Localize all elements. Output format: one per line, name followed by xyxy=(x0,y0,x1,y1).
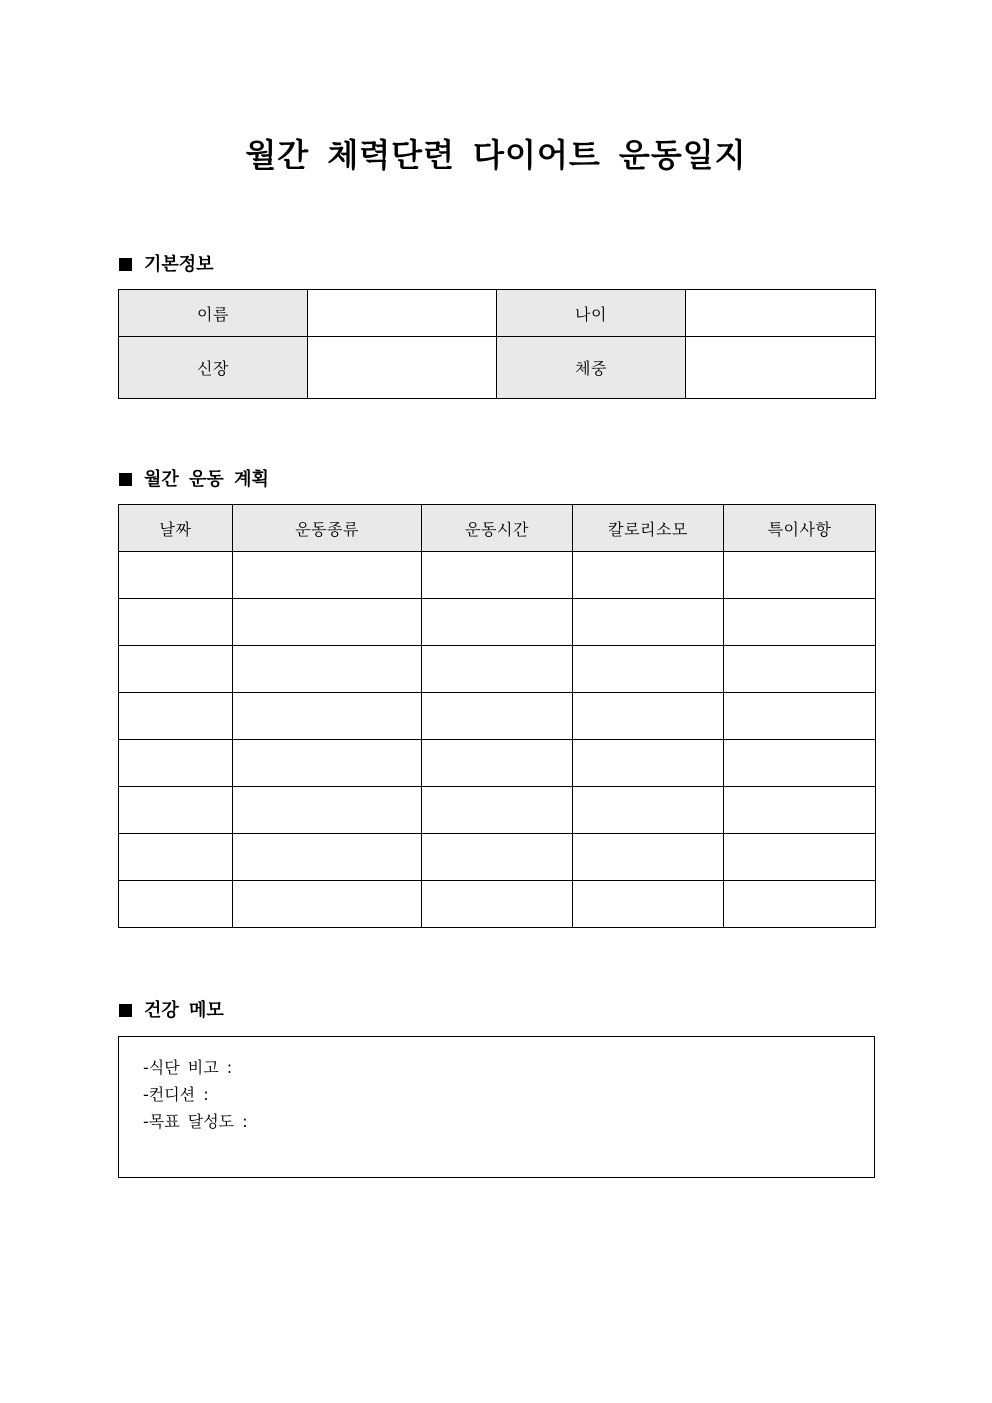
date-cell[interactable] xyxy=(119,740,233,787)
table-row xyxy=(119,646,876,693)
table-row xyxy=(119,693,876,740)
date-cell[interactable] xyxy=(119,599,233,646)
exercise-type-cell[interactable] xyxy=(233,552,422,599)
notes-cell[interactable] xyxy=(724,787,876,834)
weight-field[interactable] xyxy=(686,337,876,399)
square-bullet-icon xyxy=(119,258,132,271)
calories-cell[interactable] xyxy=(573,646,724,693)
name-label: 이름 xyxy=(119,290,308,337)
column-header-notes: 특이사항 xyxy=(724,505,876,552)
date-cell[interactable] xyxy=(119,693,233,740)
goal-achievement-line: -목표 달성도 : xyxy=(143,1112,248,1131)
exercise-type-cell[interactable] xyxy=(233,787,422,834)
basic-info-row xyxy=(119,290,876,337)
calories-cell[interactable] xyxy=(573,834,724,881)
plan-header-row xyxy=(119,505,876,552)
age-label: 나이 xyxy=(497,290,686,337)
table-row xyxy=(119,740,876,787)
column-header-calories: 칼로리소모 xyxy=(573,505,724,552)
column-header-exercise-type: 운동종류 xyxy=(233,505,422,552)
calories-cell[interactable] xyxy=(573,740,724,787)
weight-label: 체중 xyxy=(497,337,686,399)
table-row xyxy=(119,881,876,928)
name-field[interactable] xyxy=(308,290,497,337)
basic-info-row xyxy=(119,337,876,399)
date-cell[interactable] xyxy=(119,552,233,599)
page-title: 월간 체력단련 다이어트 운동일지 xyxy=(245,136,747,174)
monthly-plan-heading xyxy=(119,468,269,492)
exercise-time-cell[interactable] xyxy=(422,552,573,599)
monthly-plan-heading-text: 월간 운동 계획 xyxy=(144,469,269,490)
height-label: 신장 xyxy=(119,337,308,399)
exercise-type-cell[interactable] xyxy=(233,646,422,693)
height-field[interactable] xyxy=(308,337,497,399)
exercise-type-cell[interactable] xyxy=(233,740,422,787)
exercise-time-cell[interactable] xyxy=(422,881,573,928)
basic-info-heading-text: 기본정보 xyxy=(144,254,214,275)
date-cell[interactable] xyxy=(119,646,233,693)
calories-cell[interactable] xyxy=(573,552,724,599)
date-cell[interactable] xyxy=(119,787,233,834)
exercise-time-cell[interactable] xyxy=(422,646,573,693)
table-row xyxy=(119,834,876,881)
column-header-date: 날짜 xyxy=(119,505,233,552)
calories-cell[interactable] xyxy=(573,787,724,834)
notes-cell[interactable] xyxy=(724,646,876,693)
age-field[interactable] xyxy=(686,290,876,337)
calories-cell[interactable] xyxy=(573,881,724,928)
notes-cell[interactable] xyxy=(724,834,876,881)
notes-cell[interactable] xyxy=(724,881,876,928)
calories-cell[interactable] xyxy=(573,599,724,646)
notes-cell[interactable] xyxy=(724,599,876,646)
date-cell[interactable] xyxy=(119,881,233,928)
health-memo-heading-text: 건강 메모 xyxy=(144,1000,224,1021)
date-cell[interactable] xyxy=(119,834,233,881)
exercise-time-cell[interactable] xyxy=(422,693,573,740)
health-memo-box[interactable] xyxy=(118,1036,875,1178)
health-memo-heading xyxy=(119,999,224,1023)
exercise-time-cell[interactable] xyxy=(422,787,573,834)
notes-cell[interactable] xyxy=(724,693,876,740)
calories-cell[interactable] xyxy=(573,693,724,740)
basic-info-heading xyxy=(119,253,214,277)
monthly-plan-table xyxy=(118,504,876,928)
condition-line: -컨디션 : xyxy=(143,1085,209,1104)
exercise-time-cell[interactable] xyxy=(422,599,573,646)
basic-info-table xyxy=(118,289,876,399)
square-bullet-icon xyxy=(119,473,132,486)
exercise-type-cell[interactable] xyxy=(233,693,422,740)
exercise-time-cell[interactable] xyxy=(422,740,573,787)
table-row xyxy=(119,599,876,646)
diet-note-line: -식단 비고 : xyxy=(143,1058,233,1077)
exercise-time-cell[interactable] xyxy=(422,834,573,881)
table-row xyxy=(119,787,876,834)
exercise-type-cell[interactable] xyxy=(233,834,422,881)
notes-cell[interactable] xyxy=(724,740,876,787)
exercise-type-cell[interactable] xyxy=(233,599,422,646)
table-row xyxy=(119,552,876,599)
square-bullet-icon xyxy=(119,1004,132,1017)
exercise-type-cell[interactable] xyxy=(233,881,422,928)
memo-lines xyxy=(143,1054,248,1135)
column-header-exercise-time: 운동시간 xyxy=(422,505,573,552)
notes-cell[interactable] xyxy=(724,552,876,599)
